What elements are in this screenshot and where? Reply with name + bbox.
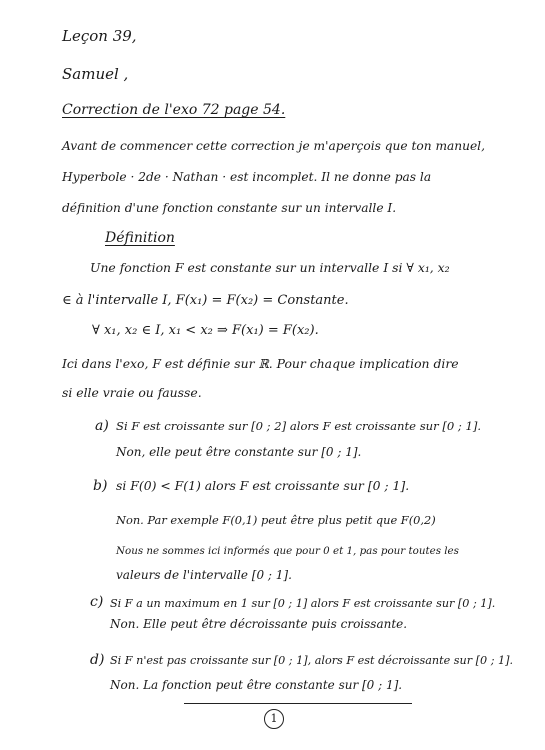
item-line: Non. Par exemple F(0,1) peut être plus petit que F(0,2)	[116, 513, 436, 527]
greeting: Samuel ,	[62, 65, 129, 83]
definition-title: Définition	[105, 230, 175, 246]
intro-line: définition d'une fonction constante sur un intervalle I.	[62, 201, 397, 215]
instruction-line: si elle vraie ou fausse.	[62, 385, 202, 400]
intro-line: Avant de commencer cette correction je m'aperçois que ton manuel,	[62, 139, 485, 153]
page-number: 1	[264, 709, 284, 729]
item-line: Nous ne sommes ici informés que pour 0 et 1, pas pour toutes les	[116, 545, 459, 557]
page-title: Correction de l'exo 72 page 54.	[62, 102, 286, 118]
item-line: Si F n'est pas croissante sur [0 ; 1], alors F est décroissante sur [0 ; 1].	[110, 654, 514, 667]
instruction-line: Ici dans l'exo, F est définie sur ℝ. Pour chaque implication dire	[62, 356, 459, 371]
lesson-number: Leçon 39,	[62, 27, 137, 45]
definition-line: ∈ à l'intervalle I, F(x₁) = F(x₂) = Constante.	[62, 293, 349, 308]
item-label: d)	[90, 652, 105, 668]
footer-divider	[184, 703, 412, 704]
item-label: c)	[90, 594, 104, 610]
item-label: a)	[95, 418, 109, 434]
definition-line: Une fonction F est constante sur un intervalle I si ∀ x₁, x₂	[90, 260, 450, 275]
item-line: Si F a un maximum en 1 sur [0 ; 1] alors F est croissante sur [0 ; 1].	[110, 597, 496, 610]
definition-line: ∀ x₁, x₂ ∈ I, x₁ < x₂ ⇒ F(x₁) = F(x₂).	[92, 323, 319, 338]
item-label: b)	[93, 478, 108, 494]
item-line: Non. Elle peut être décroissante puis croissante.	[110, 617, 408, 631]
item-line: Non. La fonction peut être constante sur [0 ; 1].	[110, 678, 403, 692]
item-line: si F(0) < F(1) alors F est croissante sur [0 ; 1].	[116, 478, 410, 493]
item-line: Si F est croissante sur [0 ; 2] alors F est croissante sur [0 ; 1].	[116, 419, 482, 433]
item-line: Non, elle peut être constante sur [0 ; 1].	[116, 445, 362, 459]
item-line: valeurs de l'intervalle [0 ; 1].	[116, 568, 292, 582]
intro-line: Hyperbole · 2de · Nathan · est incomplet. Il ne donne pas la	[62, 170, 432, 184]
